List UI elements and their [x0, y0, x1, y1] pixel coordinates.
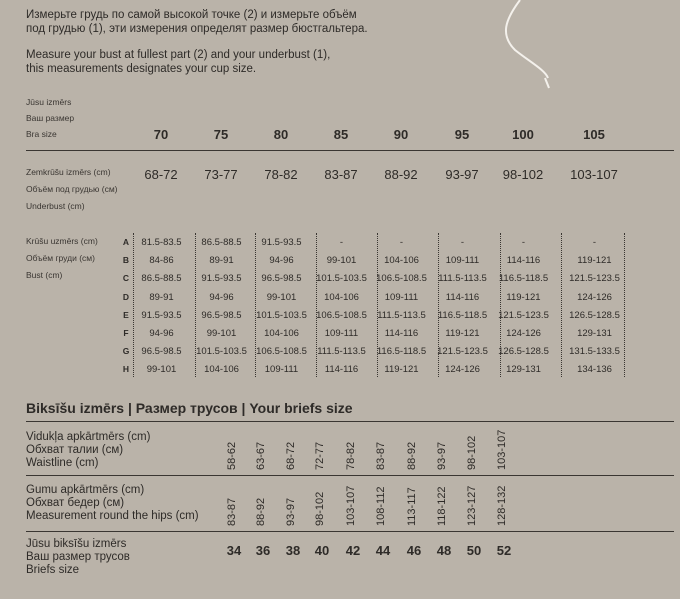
- bra-size-75: 75: [213, 127, 229, 142]
- hips-value: 83-87: [226, 497, 238, 526]
- bust-cell: 96.5-98.5: [201, 309, 242, 321]
- cup-letter-G: G: [122, 346, 130, 357]
- cup-letter-C: C: [122, 273, 130, 284]
- briefs-title: Biksīšu izmērs | Размер трусов | Your briefs size: [26, 400, 353, 416]
- hips-label-ru: Обхват бедер (см): [26, 497, 125, 509]
- waist-value: 83-87: [375, 441, 387, 470]
- bust-cell: 126.5-128.5: [569, 309, 620, 321]
- briefs-divider-mid: [26, 475, 674, 476]
- briefs-size-52: 52: [496, 543, 512, 558]
- bust-cell: 124-126: [445, 364, 480, 376]
- bra-size-80: 80: [273, 127, 289, 142]
- intro-ru-line2: под грудью (1), эти измерения определят размер бюстгальтера.: [26, 23, 368, 35]
- bust-cell: 121.5-123.5: [437, 346, 488, 358]
- bust-cell: 119-121: [445, 328, 480, 339]
- bust-cell: 89-91: [149, 291, 174, 303]
- bust-cell: 119-121: [577, 255, 612, 267]
- cup-letter-H: H: [122, 364, 130, 375]
- briefs-size-label-en: Briefs size: [26, 564, 80, 576]
- intro-en-line1: Measure your bust at fullest part (2) and your underbust (1),: [26, 49, 331, 61]
- bust-label-lv: Krūšu uzmērs (cm): [26, 236, 98, 246]
- briefs-divider-bottom: [26, 531, 674, 532]
- hips-value: 113-117: [406, 487, 418, 526]
- underbust-value: 88-92: [384, 167, 418, 182]
- briefs-size-40: 40: [314, 543, 330, 558]
- bra-size-70: 70: [153, 127, 169, 142]
- briefs-size-34: 34: [226, 543, 242, 558]
- bust-cell: 109-111: [264, 364, 299, 376]
- bust-cell: 96.5-98.5: [141, 346, 182, 358]
- bust-cell: 99-101: [206, 328, 237, 339]
- column-separator: [561, 233, 562, 377]
- waist-label-ru: Обхват талии (см): [26, 444, 124, 456]
- bust-cell: 114-116: [506, 255, 541, 267]
- bust-cell: 121.5-123.5: [498, 309, 549, 321]
- bust-cell: 111.5-113.5: [438, 273, 487, 285]
- bust-cell: 101.5-103.5: [196, 346, 247, 358]
- bra-size-label-lv: Jūsu izmērs: [26, 97, 72, 107]
- briefs-size-label-lv: Jūsu biksīšu izmērs: [26, 538, 127, 550]
- bust-cell: 104-106: [324, 291, 359, 303]
- hips-value: 118-122: [436, 486, 448, 526]
- underbust-value: 78-82: [264, 167, 298, 182]
- bust-cell: 114-116: [445, 291, 480, 303]
- bust-cell: 104-106: [204, 364, 239, 376]
- waist-value: 68-72: [285, 441, 297, 470]
- bust-cell: 91.5-93.5: [141, 309, 182, 321]
- hips-value: 103-107: [345, 485, 357, 526]
- briefs-size-42: 42: [345, 543, 361, 558]
- bust-cell: 106.5-108.5: [376, 273, 427, 285]
- bust-cell: 101.5-103.5: [316, 273, 367, 285]
- bust-cell: 119-121: [506, 291, 541, 303]
- waist-value: 98-102: [466, 435, 478, 470]
- bust-cell: 104-106: [384, 255, 419, 267]
- divider-line: [26, 150, 674, 151]
- bra-size-105: 105: [583, 127, 605, 142]
- briefs-size-50: 50: [466, 543, 482, 558]
- bust-cell: 114-116: [324, 364, 359, 376]
- bust-cell: 116.5-118.5: [437, 309, 488, 321]
- briefs-divider-top: [26, 421, 674, 422]
- bust-cell: -: [592, 237, 597, 248]
- underbust-value: 83-87: [324, 167, 358, 182]
- bra-size-95: 95: [454, 127, 470, 142]
- bust-cell: 101.5-103.5: [256, 309, 307, 321]
- bra-size-85: 85: [333, 127, 349, 142]
- bust-cell: -: [460, 237, 465, 248]
- cup-letter-D: D: [122, 291, 130, 302]
- hips-value: 88-92: [255, 497, 267, 526]
- hips-value: 108-112: [375, 486, 387, 526]
- bra-size-label-en: Bra size: [26, 129, 57, 139]
- bust-cell: 89-91: [209, 255, 234, 267]
- bust-cell: 111.5-113.5: [377, 309, 426, 321]
- waist-value: 72-77: [314, 441, 326, 470]
- underbust-label-lv: Zemkrūšu izmērs (cm): [26, 167, 111, 177]
- bust-cell: 81.5-83.5: [141, 237, 182, 248]
- bust-cell: 134-136: [577, 364, 612, 376]
- bust-cell: 99-101: [146, 364, 177, 376]
- bust-cell: 129-131: [506, 364, 541, 376]
- bust-cell: 94-96: [149, 328, 174, 339]
- bust-cell: 116.5-118.5: [376, 346, 427, 358]
- bust-cell: 94-96: [209, 291, 234, 303]
- body-outline-illustration: [480, 0, 680, 90]
- bust-cell: 109-111: [445, 255, 480, 267]
- underbust-value: 73-77: [204, 167, 238, 182]
- bust-cell: 86.5-88.5: [141, 273, 182, 285]
- briefs-size-44: 44: [375, 543, 391, 558]
- underbust-value: 68-72: [144, 167, 178, 182]
- briefs-size-36: 36: [255, 543, 271, 558]
- hips-value: 93-97: [285, 497, 297, 526]
- bust-cell: 131.5-133.5: [569, 346, 620, 358]
- bust-cell: 106.5-108.5: [316, 309, 367, 321]
- cup-letter-F: F: [123, 328, 129, 338]
- bust-cell: 116.5-118.5: [498, 273, 549, 285]
- hips-value: 128-132: [496, 485, 508, 526]
- bust-cell: 124-126: [577, 291, 612, 303]
- waist-label-en: Waistline (cm): [26, 457, 99, 469]
- underbust-label-en: Underbust (cm): [26, 201, 85, 211]
- bust-cell: 109-111: [384, 291, 419, 303]
- cup-letter-B: B: [122, 255, 130, 266]
- underbust-value: 98-102: [502, 167, 544, 182]
- briefs-size-46: 46: [406, 543, 422, 558]
- intro-ru-line1: Измерьте грудь по самой высокой точке (2) и измерьте объём: [26, 9, 357, 21]
- bust-cell: -: [399, 237, 404, 248]
- hips-label-lv: Gumu apkārtmērs (cm): [26, 484, 145, 496]
- bust-cell: 99-101: [326, 255, 357, 267]
- bust-label-en: Bust (cm): [26, 270, 63, 280]
- bust-cell: -: [521, 237, 526, 248]
- underbust-label-ru: Объём под грудью (см): [26, 184, 118, 194]
- briefs-size-48: 48: [436, 543, 452, 558]
- bust-cell: 96.5-98.5: [261, 273, 302, 285]
- bust-cell: 91.5-93.5: [261, 237, 302, 248]
- waist-label-lv: Vidukļa apkārtmērs (cm): [26, 431, 151, 443]
- bra-size-100: 100: [512, 127, 534, 142]
- bust-cell: 84-86: [149, 255, 174, 267]
- bra-size-90: 90: [393, 127, 409, 142]
- bust-label-ru: Объём груди (см): [26, 253, 95, 263]
- hips-label-en: Measurement round the hips (cm): [26, 510, 199, 522]
- bust-cell: 111.5-113.5: [317, 346, 366, 358]
- cup-letter-A: A: [122, 237, 130, 247]
- bust-cell: 119-121: [384, 364, 419, 376]
- underbust-value: 93-97: [445, 167, 479, 182]
- waist-value: 93-97: [436, 441, 448, 470]
- bust-cell: 91.5-93.5: [201, 273, 242, 285]
- bust-cell: 104-106: [264, 328, 299, 339]
- briefs-size-label-ru: Ваш размер трусов: [26, 551, 130, 563]
- bra-size-label-ru: Ваш размер: [26, 113, 75, 123]
- bust-cell: 124-126: [506, 328, 541, 339]
- hips-value: 123-127: [466, 485, 478, 526]
- bust-cell: -: [339, 237, 344, 248]
- underbust-value: 103-107: [570, 167, 618, 182]
- bust-cell: 99-101: [266, 291, 297, 303]
- bust-cell: 86.5-88.5: [201, 237, 242, 248]
- waist-value: 78-82: [345, 441, 357, 470]
- intro-en-line2: this measurements designates your cup size.: [26, 63, 257, 75]
- waist-value: 63-67: [255, 441, 267, 470]
- bust-cell: 109-111: [324, 328, 359, 339]
- bust-cell: 114-116: [384, 328, 419, 339]
- bust-cell: 94-96: [269, 255, 294, 267]
- cup-letter-E: E: [123, 309, 129, 320]
- waist-value: 88-92: [406, 441, 418, 470]
- hips-value: 98-102: [314, 491, 326, 526]
- waist-value: 58-62: [226, 441, 238, 470]
- bust-cell: 121.5-123.5: [569, 273, 620, 285]
- bust-cell: 126.5-128.5: [498, 346, 549, 358]
- briefs-size-38: 38: [285, 543, 301, 558]
- waist-value: 103-107: [496, 429, 508, 470]
- bust-cell: 129-131: [577, 328, 612, 339]
- bust-cell: 106.5-108.5: [256, 346, 307, 358]
